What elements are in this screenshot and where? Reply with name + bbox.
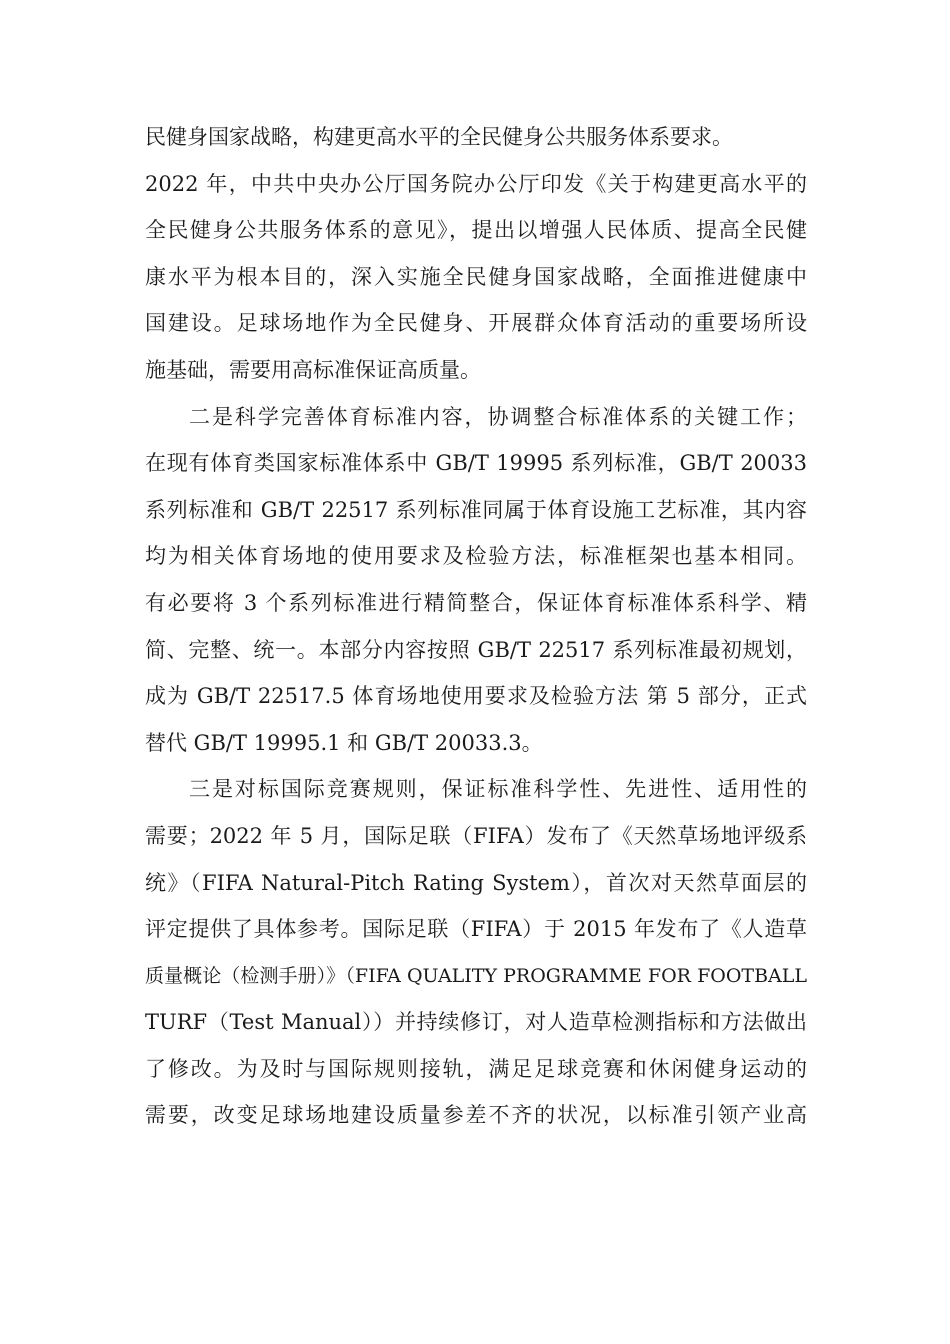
text-line: 均为相关体育场地的使用要求及检验方法，标准框架也基本相同。 (145, 544, 807, 569)
text-line: 评定提供了具体参考。国际足联（FIFA）于 2015 年发布了《人造草 (145, 917, 807, 942)
text-line: TURF（Test Manual））并持续修订，对人造草检测指标和方法做出 (145, 1010, 807, 1035)
text-line: 施基础，需要用高标准保证高质量。 (145, 357, 481, 382)
text-line: 在现有体育类国家标准体系中 GB/T 19995 系列标准，GB/T 20033 (145, 451, 807, 476)
text-line: 全民健身公共服务体系的意见》，提出以增强人民体质、提高全民健 (145, 218, 807, 243)
text-line: 需要，改变足球场地建设质量参差不齐的状况，以标准引领产业高 (145, 1103, 807, 1128)
text-line: 康水平为根本目的，深入实施全民健身国家战略，全面推进健康中 (145, 264, 807, 289)
text-line: 了修改。为及时与国际规则接轨，满足足球竞赛和休闲健身运动的 (145, 1056, 807, 1081)
paragraph-1 (145, 114, 807, 394)
text-line: 国建设。足球场地作为全民健身、开展群众体育活动的重要场所设 (145, 311, 807, 336)
text-line: 替代 GB/T 19995.1 和 GB/T 20033.3。 (145, 730, 543, 755)
text-line: 民健身国家战略，构建更高水平的全民健身公共服务体系要求。 (145, 125, 733, 149)
text-line: 有必要将 3 个系列标准进行精简整合，保证体育标准体系科学、精 (145, 590, 807, 615)
text-line: 质量概论（检测手册）》（FIFA QUALITY PROGRAMME FOR FOOTBALL (145, 964, 807, 987)
text-line: 2022 年，中共中央办公厅国务院办公厅印发《关于构建更高水平的 (145, 171, 807, 196)
text-line: 三是对标国际竞赛规则，保证标准科学性、先进性、适用性的 (189, 777, 807, 802)
text-line: 简、完整、统一。本部分内容按照 GB/T 22517 系列标准最初规划， (145, 637, 807, 662)
text-line: 二是科学完善体育标准内容，协调整合标准体系的关键工作； (189, 404, 807, 429)
text-line: 需要；2022 年 5 月，国际足联（FIFA）发布了《天然草场地评级系 (145, 823, 807, 848)
document-body (145, 114, 807, 1139)
text-line: 统》（FIFA Natural-Pitch Rating System），首次对天然草面层的 (145, 870, 807, 895)
text-line: 系列标准和 GB/T 22517 系列标准同属于体育设施工艺标准，其内容 (145, 497, 807, 522)
paragraph-3 (145, 766, 807, 1139)
paragraph-2 (145, 394, 807, 767)
text-line: 成为 GB/T 22517.5 体育场地使用要求及检验方法 第 5 部分，正式 (145, 684, 807, 709)
